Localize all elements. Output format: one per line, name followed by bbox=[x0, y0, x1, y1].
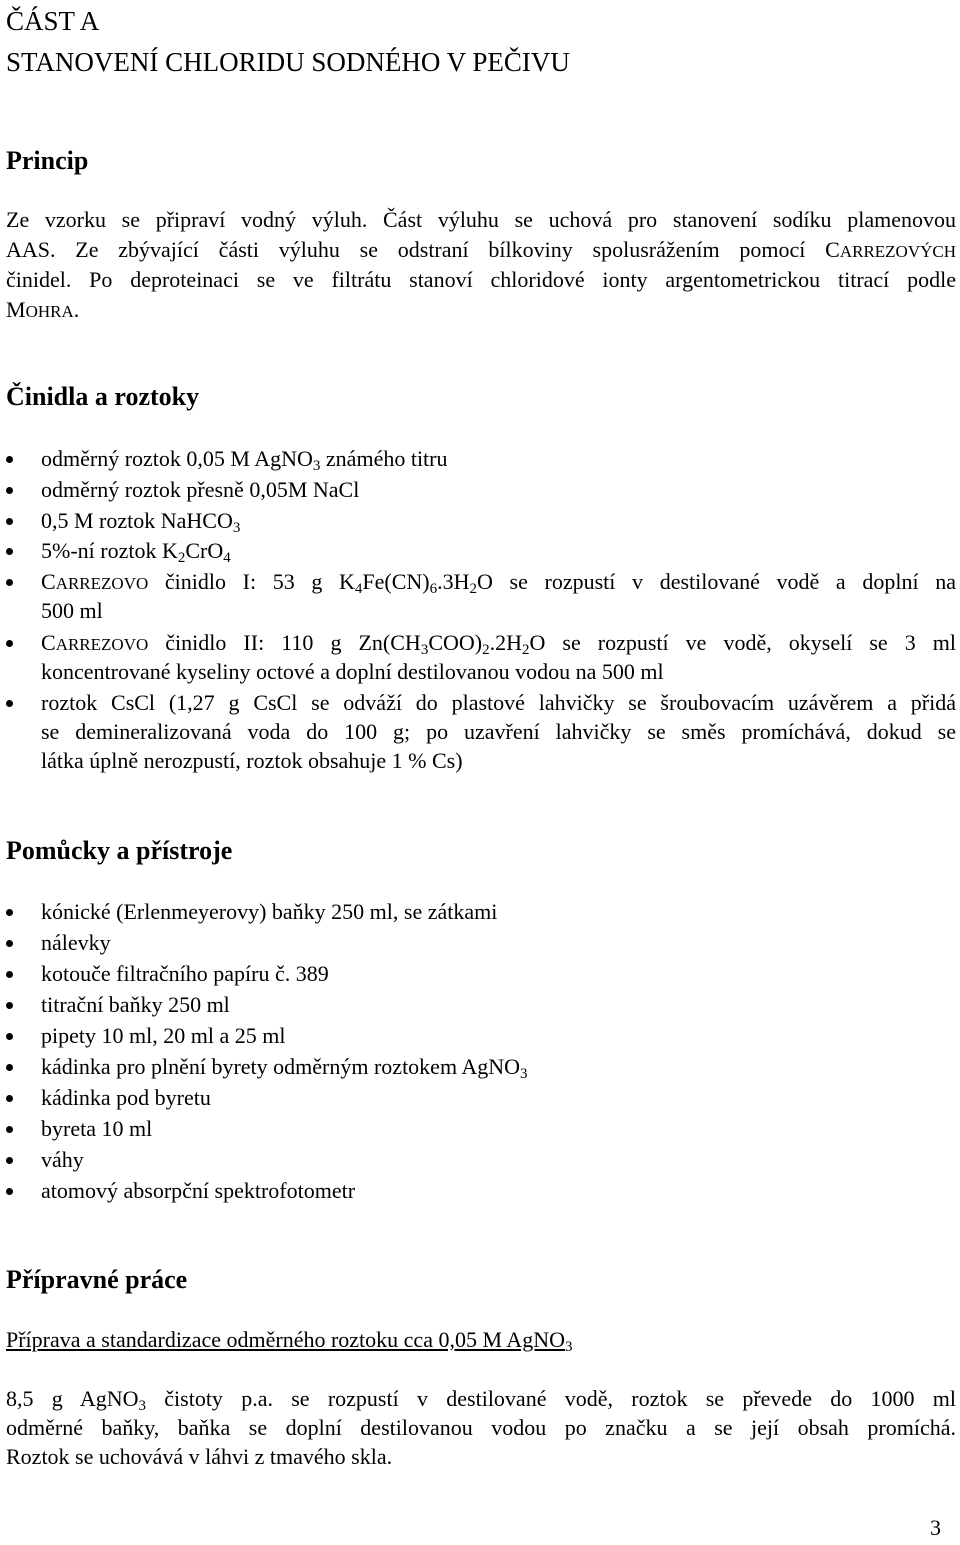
bullet-icon bbox=[6, 579, 13, 586]
bullet-icon bbox=[6, 1188, 13, 1195]
section-heading-cinidla: Činidla a roztoky bbox=[6, 382, 200, 411]
reagent-item-carrez-2-line-2: koncentrované kyseliny octové a doplní destilovanou vodou na 500 ml bbox=[41, 659, 664, 684]
bullet-icon bbox=[6, 1126, 13, 1133]
equipment-item: atomový absorpční spektrofotometr bbox=[41, 1178, 356, 1203]
section-heading-princip: Princip bbox=[6, 146, 89, 175]
section-heading-pomucky: Pomůcky a přístroje bbox=[6, 836, 233, 865]
reagent-item-carrez-1-line-2: 500 ml bbox=[41, 598, 103, 623]
equipment-item: kotouče filtračního papíru č. 389 bbox=[41, 961, 329, 986]
princip-line-2: AAS. Ze zbývající části výluhu se odstraní bílkoviny spolusrážením pomocí CARREZOVÝCH bbox=[6, 237, 956, 262]
equipment-item: nálevky bbox=[41, 930, 111, 955]
preparation-line-3: Roztok se uchovává v láhvi z tmavého skla. bbox=[6, 1444, 393, 1469]
page-number: 3 bbox=[930, 1515, 941, 1540]
bullet-icon bbox=[6, 456, 13, 463]
bullet-icon bbox=[6, 909, 13, 916]
equipment-item: byreta 10 ml bbox=[41, 1116, 153, 1141]
reagent-item-cscl-line-2: se demineralizovaná voda do 100 g; po uzavření lahvičky se směs promíchává, dokud se bbox=[41, 719, 956, 744]
bullet-icon bbox=[6, 1064, 13, 1071]
bullet-icon bbox=[6, 548, 13, 555]
princip-line-4: MOHRA. bbox=[6, 297, 80, 322]
equipment-item: kádinka pod byretu bbox=[41, 1085, 211, 1110]
document-title: STANOVENÍ CHLORIDU SODNÉHO V PEČIVU bbox=[6, 47, 570, 77]
equipment-item: kádinka pro plnění byrety odměrným roztokem AgNO$_3$ bbox=[41, 1054, 528, 1082]
bullet-icon bbox=[6, 1157, 13, 1164]
part-label: ČÁST A bbox=[6, 6, 100, 36]
reagent-item-agno3: odměrný roztok 0,05 M AgNO$_3$ známého titru bbox=[41, 446, 448, 474]
reagent-item-cscl-line-3: látka úplně nerozpustí, roztok obsahuje 1 % Cs) bbox=[41, 748, 463, 773]
reagent-item-nahco3: 0,5 M roztok NaHCO$_3$ bbox=[41, 508, 241, 536]
princip-line-3: činidel. Po deproteinaci se ve filtrátu stanoví chloridové ionty argentometrickou titrací podle bbox=[6, 267, 956, 292]
bullet-icon bbox=[6, 1095, 13, 1102]
bullet-icon bbox=[6, 971, 13, 978]
equipment-item: titrační baňky 250 ml bbox=[41, 992, 230, 1017]
equipment-item: pipety 10 ml, 20 ml a 25 ml bbox=[41, 1023, 286, 1048]
equipment-item: kónické (Erlenmeyerovy) baňky 250 ml, se zátkami bbox=[41, 899, 498, 924]
reagent-item-k2cro4: 5%-ní roztok $K_2CrO_4$ bbox=[41, 538, 231, 566]
bullet-icon bbox=[6, 940, 13, 947]
princip-line-1: Ze vzorku se připraví vodný výluh. Část výluhu se uchová pro stanovení sodíku plamenovou bbox=[6, 207, 956, 232]
reagent-item-nacl: odměrný roztok přesně 0,05M NaCl bbox=[41, 477, 360, 502]
bullet-icon bbox=[6, 700, 13, 707]
preparation-line-1: 8,5 g AgNO$_3$ čistoty p.a. se rozpustí v destilované vodě, roztok se převede do 1000 ml bbox=[6, 1386, 956, 1414]
reagent-item-cscl-line-1: roztok CsCl (1,27 g CsCl se odváží do plastové lahvičky se šroubovacím uzávěrem a přidá bbox=[41, 690, 956, 715]
bullet-icon bbox=[6, 1002, 13, 1009]
subheading-standardizace: Příprava a standardizace odměrného roztoku cca 0,05 M AgNO$_3$ bbox=[6, 1327, 573, 1355]
reagent-item-carrez-2-line-1: CARREZOVO činidlo II: 110 g $Zn(CH_3COO)_2.2H_2O$ se rozpustí ve vodě, okyselí se 3 ml bbox=[41, 630, 956, 658]
bullet-icon bbox=[6, 1033, 13, 1040]
equipment-item: váhy bbox=[41, 1147, 84, 1172]
reagent-item-carrez-1-line-1: CARREZOVO činidlo I: 53 g $K_4Fe(CN)_6.3H_2O$ se rozpustí v destilované vodě a doplní na bbox=[41, 569, 956, 597]
bullet-icon bbox=[6, 640, 13, 647]
bullet-icon bbox=[6, 487, 13, 494]
preparation-line-2: odměrné baňky, baňka se doplní destilovanou vodou po značku a se její obsah promíchá. bbox=[6, 1415, 956, 1440]
bullet-icon bbox=[6, 518, 13, 525]
section-heading-pripravne: Přípravné práce bbox=[6, 1265, 188, 1294]
